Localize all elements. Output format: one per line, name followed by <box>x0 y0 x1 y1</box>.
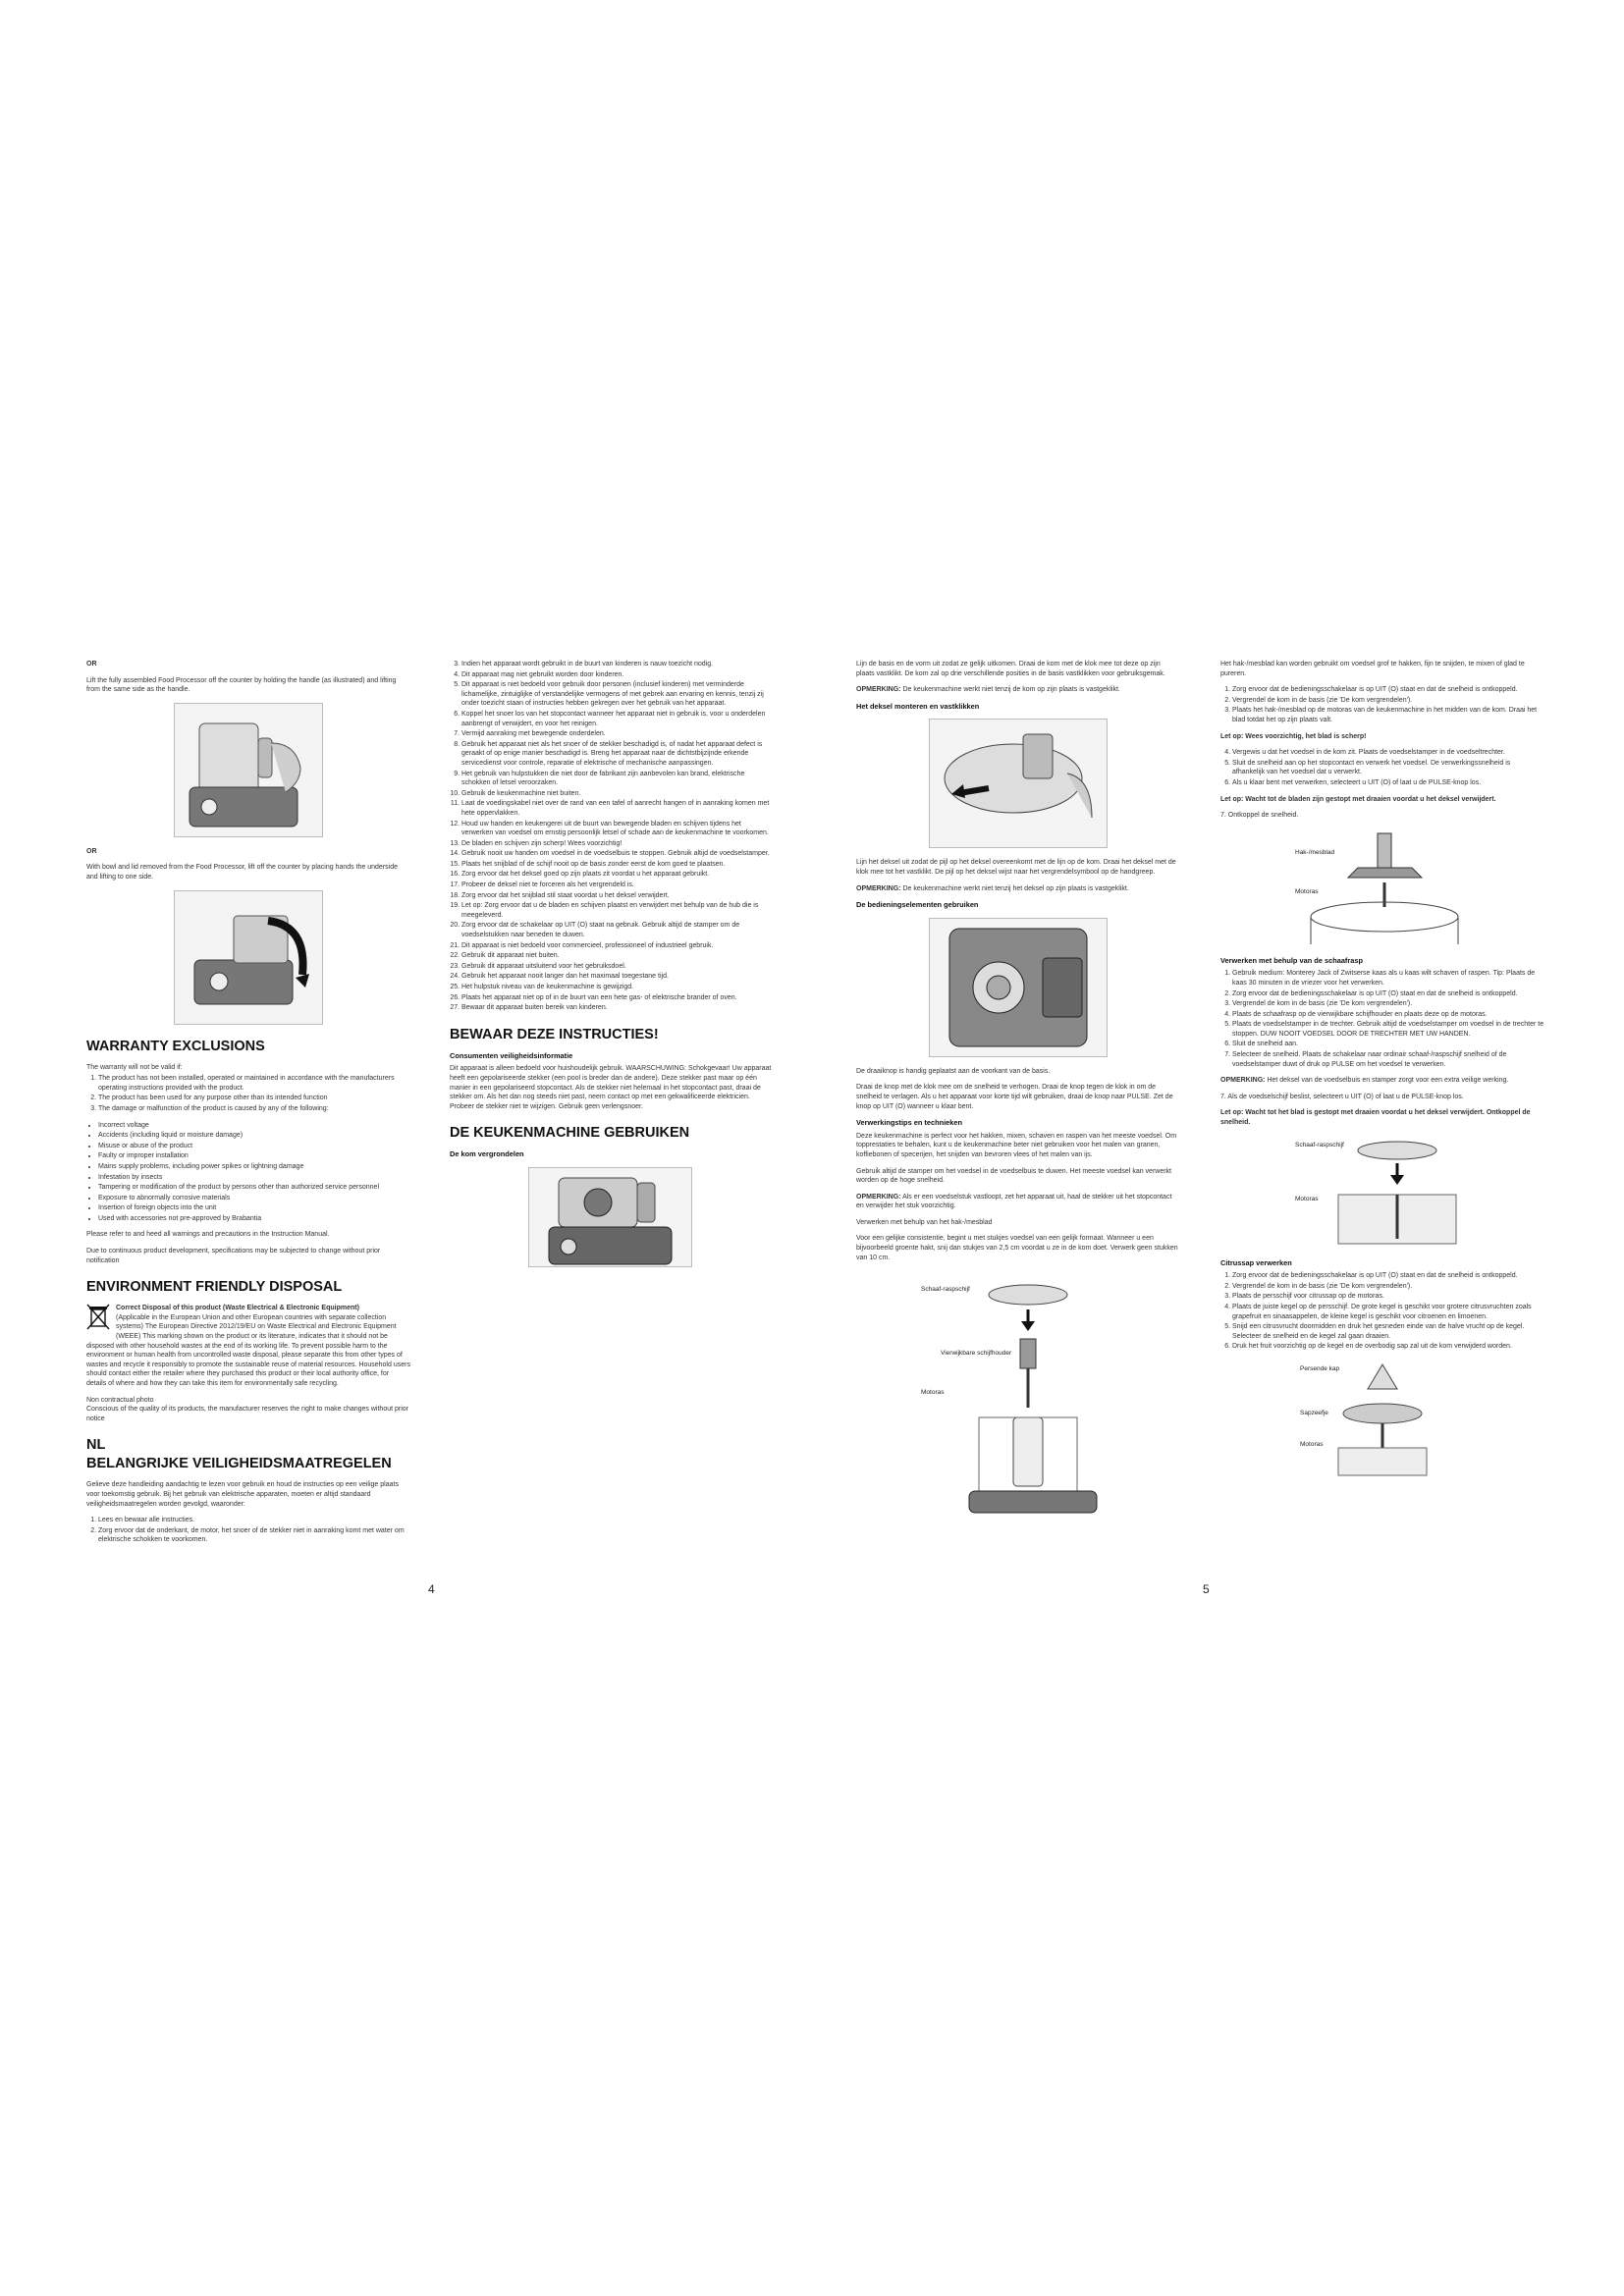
shred-step: 3. Vergrendel de kom in de basis (zie 'De kom vergrendelen'). <box>1232 999 1544 1009</box>
chopping-step: 1. Zorg ervoor dat de bedieningsschakelaar is op UIT (O) staat en dat de snelheid is ontkoppeld. <box>1232 685 1544 695</box>
warranty-bullet: • Used with accessories not pre-approved by Brabantia <box>98 1214 410 1224</box>
lift-processor-illustration <box>174 703 323 837</box>
page-number-5: 5 <box>1203 1582 1210 1596</box>
warranty-bullet: • Insertion of foreign objects into the unit <box>98 1203 410 1213</box>
bowl-lock-illustration <box>528 1167 692 1267</box>
step-7: 7. Ontkoppel de snelheid. <box>1220 812 1299 820</box>
safety-item: 10. Gebruik de keukenmachine niet buiten. <box>461 789 774 799</box>
env-title: ENVIRONMENT FRIENDLY DISPOSAL <box>86 1279 343 1296</box>
safety-item: 15. Plaats het snijblad of de schijf nooit op de basis zonder eerst de kom goed te plaatsen. <box>461 860 774 870</box>
safety-item: 25. Het hulpstuk niveau van de keukenmachine is gewijzigd. <box>461 983 774 992</box>
citrus-step: 4. Plaats de juiste kegel op de persschijf. De grote kegel is geschikt voor grotere citrusvruchten zoals grapefruit en sinaasappelen, de kleine kegel is geschikt voor citroenen en limoenen. <box>1232 1303 1544 1321</box>
note-text: Als er een voedselstuk vastloopt, zet het apparaat uit, haal de stekker uit het stopcontact en verwijder het stuk voorzichtig. <box>856 1193 1172 1210</box>
nl-item: 2. Zorg ervoor dat de onderkant, de motor, het snoer of de stekker niet in aanraking komt met water om elektrische schokken te voorkomen. <box>98 1526 410 1545</box>
non-contract: Non contractual photo <box>86 1396 154 1404</box>
safety-list-continued <box>450 660 774 1013</box>
control-knob-drawing <box>930 919 1107 1056</box>
shred-step: 4. Plaats de schaafrasp op de vierwijkbare schijfhouder en plaats deze op de motoras. <box>1232 1010 1544 1020</box>
safety-item: 8. Gebruik het apparaat niet als het snoer of de stekker beschadigd is, of nadat het apparaat defect is geraakt of op enige manier beschadigd is. Breng het apparaat naar de dichtstbijzijnde erkende servicedienst voor controle, reparatie of elektrische of mechanische aanpassingen. <box>461 740 774 769</box>
weee-text: (Applicable in the European Union and other European countries with separate collection systems) The European Directive 2012/19/EU on Waste Electrical and Electronic Equipment (WEEE) This marking shown on the product or its literature, indicates that it should not be disposed with other household wastes at the end of its working life. To prevent possible harm to the environment or human health from uncontrolled waste disposal, please separate this from other types of wastes and recycle it responsibly to promote the sustainable reuse of material resources. Household users should contact either the retailer where they purchased this product or their local authority office, for details of where and how they can take this item for environmentally safe recycling. <box>86 1313 410 1387</box>
controls-text: De draaiknop is handig geplaatst aan de voorkant van de basis. <box>856 1067 1051 1075</box>
chopping-step: 6. Als u klaar bent met verwerken, selecteert u UIT (O) of laat u de PULSE-knop los. <box>1232 778 1544 788</box>
safety-item: 13. De bladen en schijven zijn scherp! Wees voorzichtig! <box>461 839 774 849</box>
lift-instruction: Lift the fully assembled Food Processor off the counter by holding the handle (as illustrated) and lifting from the same side as the handle. <box>86 676 397 694</box>
note-tips <box>856 1193 1180 1211</box>
safety-item: 20. Zorg ervoor dat de schakelaar op UIT (O) staat na gebruik. Gebruik altijd de stamper om de voedselstukken naar beneden te duwen. <box>461 921 774 939</box>
page5-column1 <box>856 660 1180 1525</box>
label-press-cone: Persende kap <box>1300 1364 1340 1372</box>
label-juice-strainer: Sapzeefje <box>1300 1409 1328 1416</box>
lid-lock-illustration <box>929 719 1108 848</box>
citrus-step: 2. Vergrendel de kom in de basis (zie 'De kom vergrendelen'). <box>1232 1282 1544 1292</box>
citrus-step: 5. Snijd een citrusvrucht doormidden en druk het gesneden einde van de halve vrucht op de kegel. Selecteer de snelheid en de kegel zal gaan draaien. <box>1232 1322 1544 1341</box>
note-text: Het deksel van de voedselbuis en stamper zorgt voor een extra veilige werking. <box>1267 1077 1509 1085</box>
warranty-item: 3. The damage or malfunction of the product is caused by any of the following: <box>98 1104 410 1114</box>
label-motor-shaft: Motoras <box>921 1389 945 1397</box>
chopping-step: 3. Plaats het hak-/mesblad op de motoras van de keukenmachine in het midden van de kom. Draai het blad totdat het op zijn plaats valt. <box>1232 706 1544 724</box>
crossed-bin-icon <box>86 1304 110 1331</box>
warranty-list <box>86 1074 410 1113</box>
consumer-text: Dit apparaat is alleen bedoeld voor huishoudelijk gebruik. WAARSCHUWING: Schokgevaar! Uw apparaat heeft een gepolariseerde stekker (een pool is breder dan de andere). Deze stekker past maar op één manier in een gepolariseerd stopcontact. Als de stekker niet helemaal in het stopcontact past, draai de stekker om. Als het dan nog steeds niet past, neem contact op met een gekwalificeerde elektricien. Probeer de stekker niet te wijzigen. Gebruik geen verlengsnoer. <box>450 1065 772 1110</box>
tips-text-2: Gebruik altijd de stamper om het voedsel in de voedselbuis te duwen. Het meeste voedsel kan verwerkt worden op de hoge snelheid. <box>856 1167 1172 1185</box>
food-processor-handle-illustration <box>175 704 322 836</box>
or-label-2: OR <box>86 847 97 855</box>
shred-step: 1. Gebruik medium: Monterey Jack of Zwitserse kaas als u kaas wilt schaven of raspen. Tip: Plaats de kaas 30 minuten in de vriezer voor het verwerken. <box>1232 969 1544 988</box>
safety-item: 23. Gebruik dit apparaat uitsluitend voor het gebruiksdoel. <box>461 962 774 972</box>
shred-steps <box>1220 969 1544 1069</box>
note-text: De keukenmachine werkt niet tenzij de kom op zijn plaats is vastgeklikt. <box>902 686 1120 694</box>
weee-title: Correct Disposal of this product (Waste Electrical & Electronic Equipment) <box>116 1305 359 1312</box>
lid-title: Het deksel monteren en vastklikken <box>856 701 980 711</box>
note-label: OPMERKING: <box>856 686 901 694</box>
warranty-bullet: • Infestation by insects <box>98 1173 410 1183</box>
safety-item: 9. Het gebruik van hulpstukken die niet door de fabrikant zijn aanbevolen kan brand, elektrische schokken of letsel veroorzaken. <box>461 770 774 788</box>
controls-title: De bedieningselementen gebruiken <box>856 900 979 910</box>
citrus-title: Citrussap verwerken <box>1220 1257 1292 1267</box>
safety-item: 16. Zorg ervoor dat het deksel goed op zijn plaats zit voordat u het apparaat gebruikt. <box>461 870 774 880</box>
warranty-intro: The warranty will not be valid if: <box>86 1063 183 1071</box>
safety-item: 6. Koppel het snoer los van het stopcontact wanneer het apparaat niet in gebruik is, voor u onderdelen aanbrengt of verwijdert, en voor het reinigen. <box>461 710 774 728</box>
warning-shred: Let op: Wacht tot het blad is gestopt met draaien voordat u het deksel verwijdert. Ontkoppel de snelheid. <box>1220 1109 1531 1127</box>
bowl-align-text: Lijn de basis en de vorm uit zodat ze gelijk uitkomen. Draai de kom met de klok mee tot deze op zijn plaats vastklikt. De kom zal op drie verschillende posities in de basis vastklikken voor gebruiksgemak. <box>856 661 1165 677</box>
lid-text: Lijn het deksel uit zodat de pijl op het deksel overeenkomt met de lijn op de kom. Draai het deksel met de klok mee tot het vastklikt. De pijl op het deksel wijst naar het vergrendelsymbool op de handgreep. <box>856 859 1176 876</box>
label-motor-shaft: Motoras <box>1295 1195 1319 1202</box>
label-motor-shaft: Motoras <box>1300 1440 1324 1448</box>
safety-item: 14. Gebruik nooit uw handen om voedsel in de voedselbuis te stoppen. Gebruik altijd de voedselstamper. <box>461 849 774 859</box>
lid-lock-drawing <box>930 720 1107 847</box>
bowl-removed-instruction: With bowl and lid removed from the Food Processor, lift off the counter by placing hands the underside and lifting to one side. <box>86 864 398 881</box>
warranty-bullet: • Exposure to abnormally corrosive materials <box>98 1194 410 1203</box>
controls-text-2: Draai de knop met de klok mee om de snelheid te verhogen. Draai de knop tegen de klok in om de snelheid te verlagen. Als u het apparaat voor korte tijd wilt gebruiken, draai de knop naar PULSE. Zet de knop op UIT (O) wanneer u klaar bent. <box>856 1084 1173 1110</box>
slicer-text: Voor een gelijke consistentie, begint u met stukjes voedsel van een gelijk formaat. Wanneer u een bijvoorbeeld groente hakt, snij dan stukjes van 2,5 cm voordat u ze in de kom doet. Verwerk geen stukken van 10 cm. <box>856 1235 1178 1261</box>
chopping-step: 5. Sluit de snelheid aan op het stopcontact en verwerk het voedsel. De verwerkingssnelheid is afhankelijk van het voedsel dat u verwerkt. <box>1232 759 1544 777</box>
conscious-text: Conscious of the quality of its products, the manufacturer reserves the right to make changes without prior notice <box>86 1406 408 1422</box>
chopping-steps-2 <box>1220 748 1544 787</box>
label-blade: Hak-/mesblad <box>1295 848 1335 856</box>
page5-column2 <box>1220 660 1544 1487</box>
citrus-step: 3. Plaats de persschijf voor citrussap op de motoras. <box>1232 1292 1544 1302</box>
safety-item: 3. Indien het apparaat wordt gebruikt in de buurt van kinderen is nauw toezicht nodig. <box>461 660 774 669</box>
bowl-base-illustration <box>529 1168 691 1266</box>
warranty-bullet: • Tampering or modification of the product by persons other than authorized service personnel <box>98 1183 410 1193</box>
citrus-illustration <box>1299 1360 1466 1477</box>
chopping-step: 4. Vergewis u dat het voedsel in de kom zit. Plaats de voedselstamper in de voedseltrechter. <box>1232 748 1544 758</box>
chopping-intro: Het hak-/mesblad kan worden gebruikt om voedsel grof te hakken, fijn te snijden, te mixen of glad te pureren. <box>1220 661 1525 677</box>
safety-item: 18. Zorg ervoor dat het snijblad stil staat voordat u het deksel verwijdert. <box>461 891 774 901</box>
bewaar-title: BEWAAR DEZE INSTRUCTIES! <box>450 1026 659 1042</box>
citrus-step: 6. Druk het fruit voorzichtig op de kegel en de overbodig sap zal uit de kom verwijderd worden. <box>1232 1342 1544 1352</box>
shred-illustration <box>1289 1136 1476 1249</box>
page4-column2 <box>450 660 774 1277</box>
page-number-4: 4 <box>428 1582 435 1596</box>
safety-item: 17. Probeer de deksel niet te forceren als het vergrendeld is. <box>461 881 774 890</box>
label-motor-shaft: Motoras <box>1295 887 1319 895</box>
nl-safety-title: BELANGRIJKE VEILIGHEIDSMAATREGELEN <box>86 1456 392 1472</box>
safety-item: 4. Dit apparaat mag niet gebruikt worden door kinderen. <box>461 670 774 680</box>
note-text: De keukenmachine werkt niet tenzij het deksel op zijn plaats is vastgeklikt. <box>902 884 1129 892</box>
shred-step: 5. Plaats de voedselstamper in de trechter. Gebruik altijd de voedselstamper om voedsel in de trechter te stoppen. DUW NOOIT VOEDSEL DOOR DE TRECHTER MET UW HANDEN. <box>1232 1020 1544 1039</box>
warranty-note: Please refer to and heed all warnings and precautions in the Instruction Manual. <box>86 1231 330 1239</box>
note-label: OPMERKING: <box>856 1193 901 1201</box>
blade-illustration <box>1289 828 1476 946</box>
safety-item: 11. Laat de voedingskabel niet over de rand van een tafel of aanrecht hangen of in aanraking komen met hete oppervlakken. <box>461 799 774 818</box>
safety-item: 7. Vermijd aanraking met bewegende onderdelen. <box>461 729 774 739</box>
warranty-bullets <box>86 1121 410 1224</box>
controls-illustration <box>929 918 1108 1057</box>
nl-intro: Gelieve deze handleiding aandachtig te lezen voor gebruik en houd de instructies op een veilige plaats voor toekomstig gebruik. Bij het gebruik van elektrische apparaten, moeten er altijd standaard veiligheidsmaatregelen worden gevolgd, waaronder: <box>86 1481 399 1508</box>
warranty-item: 2. The product has been used for any purpose other than its intended function <box>98 1094 410 1103</box>
safety-item: 12. Houd uw handen en keukengerei uit de buurt van bewegende bladen en schijven tijdens het verwerken van voedsel om ernstig persoonlijk letsel of schade aan de keukenmachine te voorkomen. <box>461 820 774 838</box>
lift-base-illustration <box>174 890 323 1025</box>
warranty-bullet: • Misuse or abuse of the product <box>98 1142 410 1151</box>
warranty-bullet: • Incorrect voltage <box>98 1121 410 1131</box>
safety-item: 5. Dit apparaat is niet bedoeld voor gebruik door personen (inclusief kinderen) met verminderde lichamelijke, zintuiglijke of verstandelijke vermogens of met gebrek aan ervaring en kennis, tenzij zij onder toezicht staan of instructies hebben gekregen over het gebruik van het apparaat. <box>461 680 774 709</box>
warranty-bullet: • Faulty or improper installation <box>98 1151 410 1161</box>
warning-wait: Let op: Wacht tot de bladen zijn gestopt met draaien voordat u het deksel verwijdert. <box>1220 795 1496 803</box>
chopping-steps <box>1220 685 1544 724</box>
nl-list <box>86 1516 410 1545</box>
slicer-title: Verwerken met behulp van het hak-/mesblad <box>856 1218 993 1226</box>
consumer-title: Consumenten veiligheidsinformatie <box>450 1050 573 1060</box>
base-lift-illustration <box>175 891 322 1024</box>
nl-item: 1. Lees en bewaar alle instructies. <box>98 1516 410 1525</box>
warning-blade: Let op: Wees voorzichtig, het blad is scherp! <box>1220 732 1367 740</box>
warranty-spec: Due to continuous product development, specifications may be subjected to change without prior notification <box>86 1248 381 1264</box>
warranty-bullet: • Mains supply problems, including power spikes or lightning damage <box>98 1162 410 1172</box>
page4-column1 <box>86 660 410 1552</box>
step-7b: 7. Als de voedselschijf beslist, selecteert u UIT (O) of laat u de PULSE-knop los. <box>1220 1093 1464 1100</box>
safety-item: 24. Gebruik het apparaat nooit langer dan het maximaal toegestane tijd. <box>461 972 774 982</box>
warranty-bullet: • Accidents (including liquid or moisture damage) <box>98 1131 410 1141</box>
safety-item: 26. Plaats het apparaat niet op of in de buurt van een hete gas- of elektrische brander of oven. <box>461 993 774 1003</box>
label-slicing-disc: Schaaf-raspschijf <box>921 1286 970 1294</box>
slicer-exploded-drawing <box>920 1270 1116 1516</box>
overview-title: De kom vergrondelen <box>450 1149 524 1159</box>
warranty-item: 1. The product has not been installed, operated or maintained in accordance with the manufacturers operating instructions provided with the product. <box>98 1074 410 1093</box>
label-shredding-disc: Schaaf-raspschijf <box>1295 1141 1344 1148</box>
shred-step: 2. Zorg ervoor dat de bedieningsschakelaar is op UIT (O) staat en dat de snelheid is ontkoppeld. <box>1232 989 1544 999</box>
note-lid <box>856 884 1180 894</box>
safety-item: 19. Let op: Zorg ervoor dat u de bladen en schijven plaatst en verwijdert met behulp van de hub die is meegeleverd. <box>461 901 774 920</box>
safety-item: 21. Dit apparaat is niet bedoeld voor commercieel, professioneel of industrieel gebruik. <box>461 941 774 951</box>
nl-label: NL <box>86 1437 106 1454</box>
label-disc-holder: Vierwijkbare schijfhouder <box>941 1350 1012 1358</box>
note-bowl <box>856 685 1180 695</box>
citrus-steps <box>1220 1271 1544 1352</box>
safety-item: 27. Bewaar dit apparaat buiten bereik van kinderen. <box>461 1003 774 1013</box>
or-label-1: OR <box>86 661 97 667</box>
slicer-assembly-illustration <box>920 1270 1116 1516</box>
shred-step: 7. Selecteer de snelheid. Plaats de schakelaar naar ordinair schaaf-/raspschijf snelheid of de voedselstamper duwt of druk op PULSE om het voedsel te verwerken. <box>1232 1050 1544 1069</box>
tips-title: Verwerkingstips en technieken <box>856 1118 963 1128</box>
note-label: OPMERKING: <box>1220 1077 1266 1085</box>
shred-title: Verwerken met behulp van de schaafrasp <box>1220 955 1363 965</box>
chopping-step: 2. Vergrendel de kom in de basis (zie 'De kom vergrendelen'). <box>1232 696 1544 706</box>
citrus-step: 1. Zorg ervoor dat de bedieningsschakelaar is op UIT (O) staat en dat de snelheid is ontkoppeld. <box>1232 1271 1544 1281</box>
note-label: OPMERKING: <box>856 884 901 892</box>
note-shred <box>1220 1076 1544 1086</box>
weee-block <box>86 1304 410 1388</box>
shred-step: 6. Sluit de snelheid aan. <box>1232 1040 1544 1049</box>
citrus-press-drawing <box>1299 1360 1466 1477</box>
safety-item: 22. Gebruik dit apparaat niet buiten. <box>461 951 774 961</box>
use-title: DE KEUKENMACHINE GEBRUIKEN <box>450 1125 690 1142</box>
warranty-title: WARRANTY EXCLUSIONS <box>86 1038 265 1054</box>
shred-disc-drawing <box>1289 1136 1476 1249</box>
tips-text: Deze keukenmachine is perfect voor het hakken, mixen, schaven en raspen van het meeste voedsel. Om topprestaties te behalen, kunt u de keukenmachine beter niet gebruiken voor het malen van granen, koffiebonen of specerijen, het snijden van bevroren vlees of het malen van ijs. <box>856 1132 1177 1158</box>
